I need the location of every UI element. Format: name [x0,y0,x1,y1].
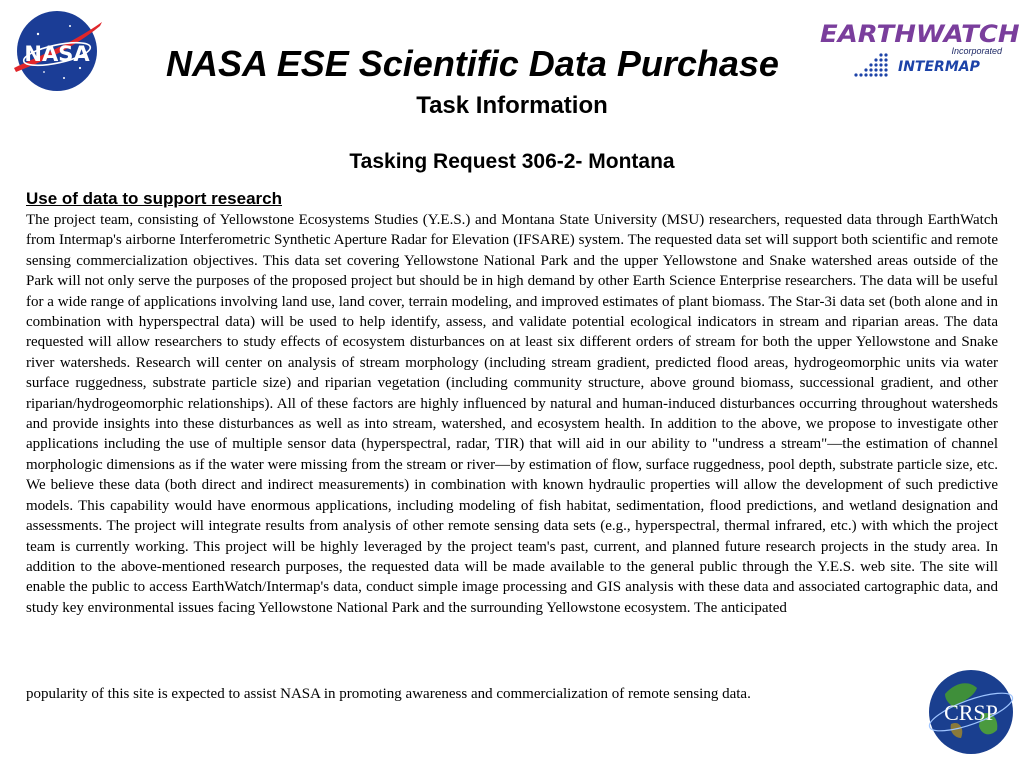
crsp-logo [925,664,1017,760]
task-heading: Tasking Request 306-2- Montana [349,150,675,173]
intermap-logo-text: INTERMAP [898,59,980,75]
nasa-logo-text: NASA [24,42,90,66]
earthwatch-logo-text: EARTHWATCH [820,20,1020,48]
nasa-logo [8,6,106,96]
page-subtitle: Task Information [416,92,608,119]
intermap-logo [852,50,992,80]
page-title: NASA ESE Scientific Data Purchase [166,43,779,84]
section-heading: Use of data to support research [26,189,283,208]
crsp-logo-text: CRSP [944,700,998,725]
nasa-meatball-icon [8,6,106,96]
earthwatch-logo-subtext: Incorporated [951,46,1002,56]
section-body: The project team, consisting of Yellowstone Ecosystems Studies (Y.E.S.) and Montana State University (MSU) researchers, requested data through EarthWatch from Intermap's airborne Interferometric Synthetic Aperture Radar for Elevation (IFSARE) system. The requested data set will support both scientific and remote sensing commercialization objectives. This data set covering Yellowstone National Park and the upper Yellowstone and Snake watershed areas outside of the Park will not only serve the purposes of the proposed project but should be in high demand by other Earth Science Enterprise researchers. The data will be useful for a wide range of applications involving land use, land cover, terrain modeling, and improved estimates of plant biomass. The Star-3i data set (both alone and in combination with hyperspectral data) will be used to help identify, assess, and validate potential ecological indicators in stream and riparian areas. The data requested will allow researchers to study effects of ecosystem disturbances on at least six different orders of stream for both the upper Yellowstone and Snake river watersheds. Research will center on analysis of stream morphology (including stream gradient, predicted flood areas, hydrogeomorphic units via water surface ruggedness, substrate particle size) and riparian vegetation (including community structure, above ground biomass, successional gradient, and other riparian/hydrogeomorphic relationships). All of these factors are highly influenced by natural and human-induced disturbances occurring throughout watersheds and provide insights into these disturbances as well as into stream, watershed, and ecosystem health. In addition to the above, we propose to investigate other applications including the use of multiple sensor data (hyperspectral, radar, TIR) that will aid in our ability to "undress a stream"—the estimation of channel morphologic dimensions as if the water were missing from the stream or river—by estimation of flow, surface ruggedness, pool depth, substrate particle size, etc. We believe these data (both direct and indirect measurements) in combination with known hydraulic properties will allow the development of such predictive models. This capability would have enormous applications, including modeling of fish habitat, sedimentation, flood predictions, and wetland designation and assessments. The project will integrate results from analysis of other remote sensing data sets (e.g., hyperspectral, thermal infrared, etc.) with which the project team is currently working. This project will be highly leveraged by the project team's past, current, and planned future research projects in the study area. In addition to the above-mentioned research purposes, the requested data will be made available to the general public through the Y.E.S. web site. The site will enable the public to access EarthWatch/Intermap's data, conduct simple image processing and GIS analysis with these data and associated cartographic data, and study key environmental issues facing Yellowstone National Park and the surrounding Yellowstone ecosystem. The anticipated [26,212,998,616]
intermap-dots-icon [852,50,892,78]
crsp-globe-icon [925,664,1017,760]
section-body-tail: popularity of this site is expected to assist NASA in promoting awareness and commercialization of remote sensing data. [26,686,751,702]
